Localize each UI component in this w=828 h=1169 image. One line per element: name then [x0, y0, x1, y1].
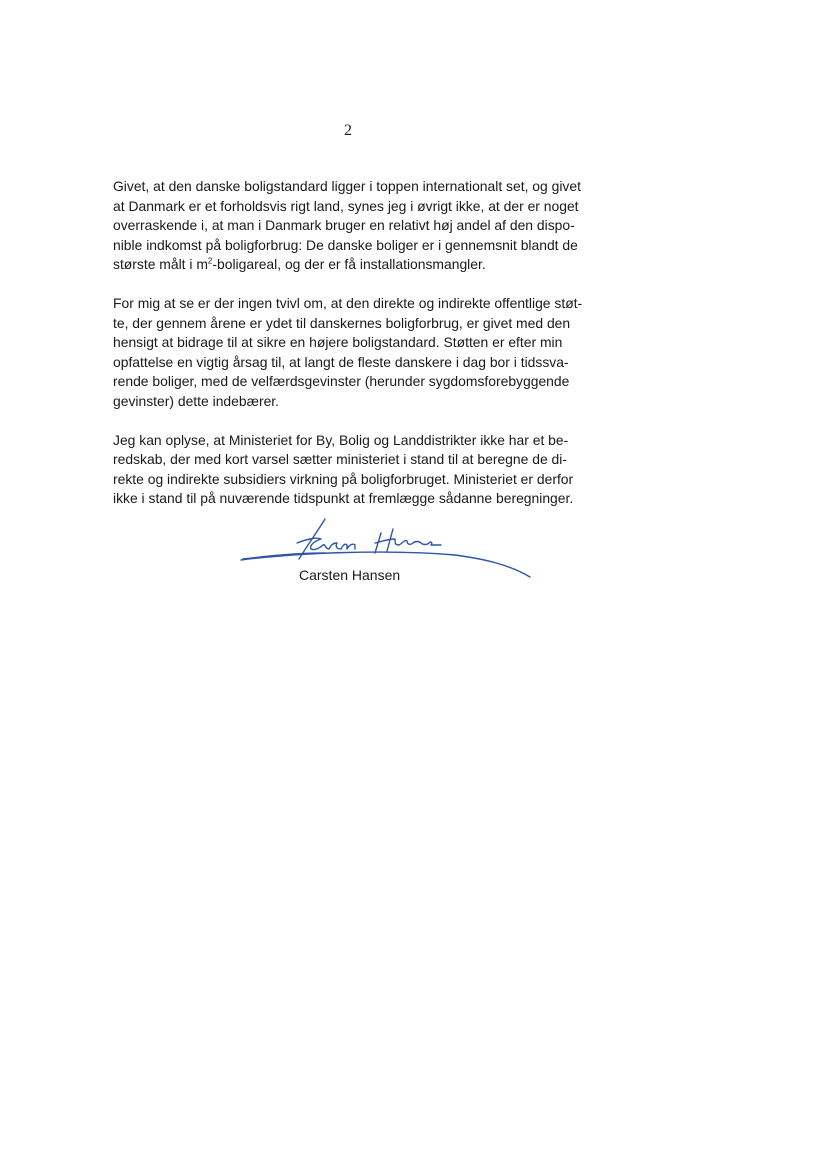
text-line: redskab, der med kort varsel sætter ministeriet i stand til at beregne de di- [113, 451, 567, 467]
paragraph-3 [113, 431, 583, 509]
text-line: ikke i stand til på nuværende tidspunkt at fremlægge sådanne beregninger. [113, 490, 574, 506]
page-number: 2 [344, 122, 352, 139]
text-fragment: -boligareal, og der er få installationsmangler. [212, 256, 486, 272]
text-line: hensigt at bidrage til at sikre en højere boligstandard. Støtten er efter min [113, 334, 563, 350]
superscript: 2 [207, 256, 213, 266]
text-line: rende boliger, med de velfærdsgevinster (herunder sygdomsforebyggende [113, 373, 570, 389]
text-line: gevinster) dette indebærer. [113, 392, 280, 409]
signature-last-name [375, 529, 441, 553]
paragraph-2 [113, 294, 583, 411]
text-line: Jeg kan oplyse, at Ministeriet for By, Bolig og Landdistrikter ikke har et be- [113, 431, 569, 448]
signer-name: Carsten Hansen [299, 567, 401, 583]
text-line: at Danmark er et forholdsvis rigt land, synes jeg i øvrigt ikke, at der er noget [113, 197, 579, 214]
text-line: overraskende i, at man i Danmark bruger en relativt høj andel af den dispo- [113, 217, 575, 233]
text-line: te, der gennem årene er ydet til danskernes boligforbrug, er givet med den [113, 314, 571, 331]
signature-block [235, 515, 535, 595]
text-fragment: største målt i m [113, 256, 208, 272]
text-line: nible indkomst på boligforbrug: De danske boliger er i gennemsnit blandt de [113, 236, 578, 253]
text-line: For mig at se er der ingen tvivl om, at den direkte og indirekte offentlige støt- [113, 295, 583, 311]
text-line: opfattelse en vigtig årsag til, at langt de fleste danskere i dag bor i tidssva- [113, 353, 569, 370]
text-line: rekte og indirekte subsidiers virkning på boligforbruget. Ministeriet er derfor [113, 470, 574, 487]
text-line: Givet, at den danske boligstandard ligger i toppen internationalt set, og givet [113, 178, 581, 194]
text-line [113, 255, 583, 275]
paragraph-gap [113, 275, 583, 295]
letter-body [113, 177, 583, 509]
paragraph-gap [113, 411, 583, 431]
paragraph-1 [113, 177, 583, 275]
